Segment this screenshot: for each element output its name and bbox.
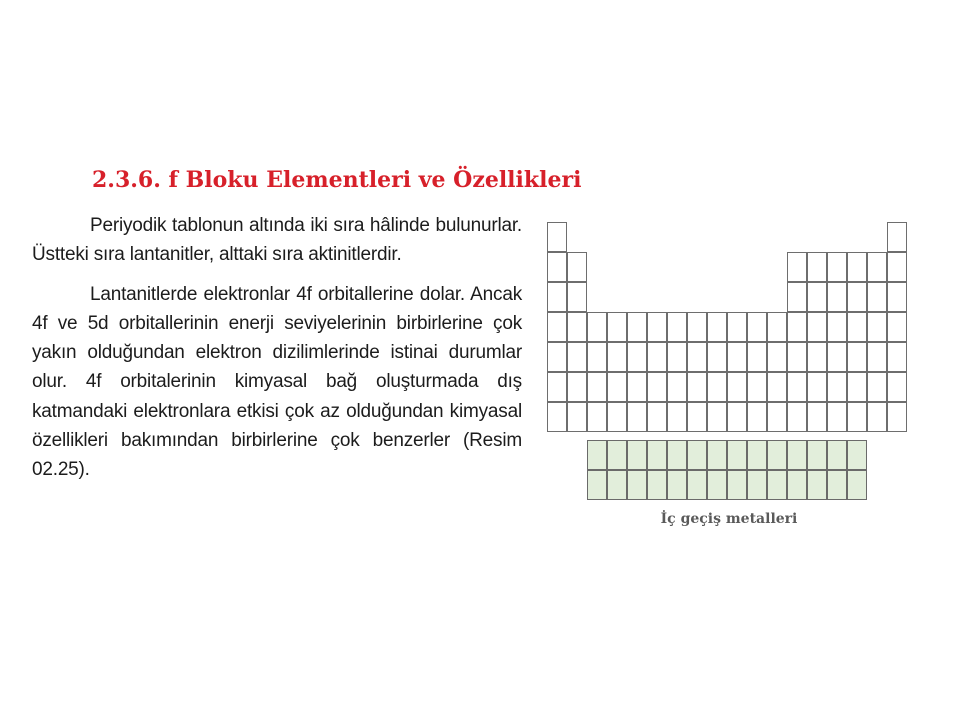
element-cell [867,252,887,282]
element-cell [807,372,827,402]
element-cell [867,312,887,342]
f-block-cell [647,470,667,500]
f-block-cell [787,470,807,500]
element-cell [627,402,647,432]
f-block-cell [587,440,607,470]
element-cell [827,252,847,282]
element-cell [847,252,867,282]
element-cell [647,312,667,342]
element-cell [547,282,567,312]
element-cell [567,312,587,342]
f-block-cell [767,470,787,500]
element-cell [807,402,827,432]
element-cell [587,372,607,402]
element-cell [607,402,627,432]
element-cell [827,372,847,402]
element-cell [707,312,727,342]
paragraph-f-block-location: Periyodik tablonun altında iki sıra hâlinde bulunurlar. Üstteki sıra lantanitler, alttaki sıra aktinitlerdir. [32,215,522,266]
element-cell [687,402,707,432]
element-cell [887,252,907,282]
f-block-cell [847,440,867,470]
element-cell [847,312,867,342]
element-cell [667,312,687,342]
element-cell [767,372,787,402]
element-cell [787,252,807,282]
f-block-cell [847,470,867,500]
element-cell [587,402,607,432]
element-cell [887,372,907,402]
element-cell [567,252,587,282]
element-cell [727,312,747,342]
f-block-cell [807,470,827,500]
element-cell [827,402,847,432]
f-block-cell [607,470,627,500]
body-text [32,211,522,495]
element-cell [687,372,707,402]
element-cell [707,402,727,432]
element-cell [867,402,887,432]
f-block-cell [627,440,647,470]
f-block-cell [607,440,627,470]
element-cell [667,402,687,432]
f-block-cell [807,440,827,470]
element-cell [807,312,827,342]
f-block-cell [707,440,727,470]
element-cell [847,342,867,372]
element-cell [707,342,727,372]
f-block-cell [587,470,607,500]
element-cell [767,402,787,432]
element-cell [567,372,587,402]
element-cell [747,312,767,342]
element-cell [707,372,727,402]
element-cell [667,342,687,372]
element-cell [747,402,767,432]
element-cell [667,372,687,402]
element-cell [607,312,627,342]
element-cell [827,342,847,372]
f-block-cell [627,470,647,500]
element-cell [807,252,827,282]
element-cell [687,312,707,342]
f-block-cell [667,470,687,500]
element-cell [807,342,827,372]
element-cell [847,372,867,402]
element-cell [627,312,647,342]
f-block-cell [727,440,747,470]
element-cell [827,312,847,342]
element-cell [547,222,567,252]
f-block-cell [647,440,667,470]
element-cell [547,342,567,372]
element-cell [787,342,807,372]
periodic-table-diagram [547,222,911,502]
element-cell [607,342,627,372]
section-heading: 2.3.6. f Bloku Elementleri ve Özellikleri [92,167,582,193]
element-cell [727,342,747,372]
element-cell [647,342,667,372]
element-cell [727,372,747,402]
element-cell [587,312,607,342]
f-block-cell [827,470,847,500]
element-cell [687,342,707,372]
element-cell [747,342,767,372]
f-block-cell [747,440,767,470]
element-cell [767,342,787,372]
element-cell [567,342,587,372]
element-cell [847,402,867,432]
element-cell [827,282,847,312]
element-cell [747,372,767,402]
element-cell [587,342,607,372]
element-cell [847,282,867,312]
element-cell [867,372,887,402]
f-block-cell [687,470,707,500]
f-block-cell [827,440,847,470]
element-cell [567,282,587,312]
element-cell [547,312,567,342]
element-cell [787,402,807,432]
f-block-cell [747,470,767,500]
element-cell [547,402,567,432]
element-cell [627,342,647,372]
element-cell [547,252,567,282]
element-cell [567,402,587,432]
element-cell [887,312,907,342]
f-block-cell [767,440,787,470]
figure-caption: İç geçiş metalleri [660,511,798,527]
element-cell [787,282,807,312]
element-cell [547,372,567,402]
f-block-cell [707,470,727,500]
element-cell [627,372,647,402]
element-cell [727,402,747,432]
element-cell [647,402,667,432]
element-cell [867,342,887,372]
element-cell [867,282,887,312]
element-cell [887,222,907,252]
f-block-cell [787,440,807,470]
element-cell [767,312,787,342]
paragraph-lanthanides: Lantanitlerde elektronlar 4f orbitallerine dolar. Ancak 4f ve 5d orbitallerinin enerji seviyelerinin birbirlerine çok yakın olduğundan elektron dizilimlerinde istinai durumlar olur. 4f orbitalerinin kimyasal bağ oluşturmada dış katmandaki elektronlara etkisi çok az olduğundan kimyasal özellikleri bakımından birbirlerine çok benzerler (Resim 02.25). [32,283,522,481]
element-cell [607,372,627,402]
f-block-cell [687,440,707,470]
element-cell [787,312,807,342]
element-cell [887,402,907,432]
f-block-cell [727,470,747,500]
element-cell [787,372,807,402]
element-cell [887,282,907,312]
element-cell [887,342,907,372]
element-cell [807,282,827,312]
element-cell [647,372,667,402]
f-block-cell [667,440,687,470]
